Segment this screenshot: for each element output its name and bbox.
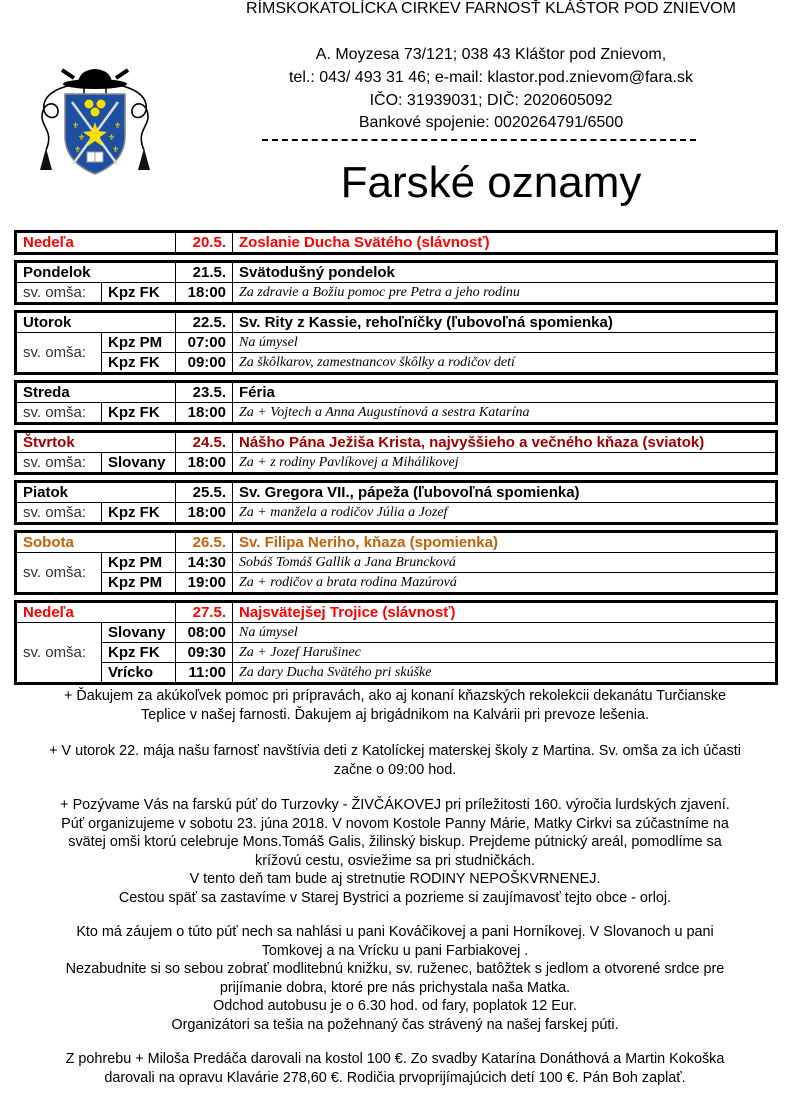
mass-time: 18:00	[176, 453, 233, 474]
day-date: 23.5.	[176, 382, 233, 403]
svg-text:⚜: ⚜	[72, 121, 80, 130]
mass-place: Kpz FK	[102, 353, 176, 374]
bank-account: Bankové spojenie: 0020264791/6500	[358, 114, 624, 131]
mass-time: 11:00	[176, 663, 233, 684]
svg-text:⚜: ⚜	[114, 121, 122, 130]
day-table	[14, 310, 778, 375]
mass-intention: Za + Vojtech a Anna Augustínová a sestra Katarína	[233, 403, 777, 424]
mass-time: 14:30	[176, 553, 233, 573]
note-line: + Pozývame Vás na farskú púť do Turzovky - ŽIVČÁKOVEJ pri príležitosti 160. výročia lurdských zjavení.	[60, 797, 730, 813]
day-date: 20.5.	[176, 232, 233, 254]
mass-place: Kpz PM	[102, 333, 176, 353]
note-line: svätej omši ktorú celebruje Mons.Tomáš Galis, žilinský biskup. Prejdeme pútnický areál, pomodlíme sa	[68, 834, 722, 850]
tax-ids: IČO: 31939031; DIČ: 2020605092	[369, 92, 613, 109]
mass-time: 18:00	[176, 503, 233, 524]
day-header-row	[16, 532, 777, 553]
mass-row	[16, 643, 777, 663]
note-line: + Ďakujem za akúkoľvek pomoc pri prípravách, ako aj konaní kňazských rekolekcii dekanátu Turčianske	[63, 688, 727, 704]
mass-intention: Za + Jozef Harušinec	[233, 643, 777, 663]
note-line: Cestou späť sa zastavíme v Starej Bystrici a pozrieme si zaujímavosť tejto obce - orloj.	[118, 889, 672, 906]
mass-time: 08:00	[176, 623, 233, 643]
mass-time: 09:00	[176, 353, 233, 374]
mass-place: Kpz FK	[102, 643, 176, 663]
note-line: začne o 09:00 hod.	[333, 761, 457, 778]
day-feast: Sv. Gregora VII., pápeža (ľubovoľná spomienka)	[233, 482, 777, 503]
day-feast: Nášho Pána Ježiša Krista, najvyššieho a večného kňaza (sviatok)	[233, 432, 777, 453]
day-date: 26.5.	[176, 532, 233, 553]
day-date: 27.5.	[176, 602, 233, 623]
note-line: Teplice v našej farnosti. Ďakujem aj brigádnikom na Kalvárii pri prevoze lešenia.	[141, 706, 649, 723]
mass-time: 09:30	[176, 643, 233, 663]
day-table	[14, 260, 778, 305]
day-table	[14, 380, 778, 425]
mass-place: Kpz PM	[102, 553, 176, 573]
day-table	[14, 600, 778, 685]
page-title: Farské oznamy	[340, 158, 642, 207]
mass-label: sv. omša:	[16, 623, 102, 684]
day-header-row	[16, 262, 777, 283]
day-date: 25.5.	[176, 482, 233, 503]
mass-row	[16, 553, 777, 573]
day-feast: Féria	[233, 382, 777, 403]
mass-intention: Na úmysel	[233, 623, 777, 643]
svg-text:⚜: ⚜	[108, 133, 116, 142]
note-line: Organizátori sa tešia na požehnaný čas strávený na našej farskej púti.	[171, 1016, 619, 1033]
note-pilgrimage	[20, 796, 770, 907]
mass-row	[16, 503, 777, 524]
mass-label: sv. omša:	[16, 403, 102, 424]
mass-intention: Za + manžela a rodičov Júlia a Jozef	[233, 503, 777, 524]
note-line: Nezabudnite si so sebou zobrať modlitebnú knižku, sv. ruženec, batôžtek s jedlom a otvorené srdce pre	[65, 961, 725, 977]
day-name: Nedeľa	[16, 232, 176, 254]
mass-label: sv. omša:	[16, 283, 102, 304]
day-header-row	[16, 432, 777, 453]
mass-place: Kpz PM	[102, 573, 176, 594]
day-feast: Sv. Filipa Neriho, kňaza (spomienka)	[233, 532, 777, 553]
note-line: Tomkovej a na Vrícku u pani Farbiakovej .	[261, 942, 529, 959]
svg-text:⚜: ⚜	[74, 145, 82, 154]
note-thanks	[20, 687, 770, 724]
organization-name: RÍMSKOKATOLÍCKA CIRKEV FARNOSŤ KLÁŠTOR POD ZNIEVOM	[246, 0, 736, 17]
note-line: Z pohrebu + Miloša Predáča darovali na kostol 100 €. Zo svadby Katarína Donáthová a Martin Kokoška	[65, 1051, 725, 1067]
day-table	[14, 430, 778, 475]
svg-text:⚜: ⚜	[112, 145, 120, 154]
day-table	[14, 230, 778, 255]
mass-row	[16, 623, 777, 643]
mass-label: sv. omša:	[16, 553, 102, 594]
mass-intention: Za + rodičov a brata rodina Mazúrová	[233, 573, 777, 594]
day-name: Nedeľa	[16, 602, 176, 623]
day-table	[14, 530, 778, 595]
day-table	[14, 480, 778, 525]
day-header-row	[16, 602, 777, 623]
day-name: Utorok	[16, 312, 176, 333]
day-header-row	[16, 382, 777, 403]
day-header-row	[16, 312, 777, 333]
day-name: Štvrtok	[16, 432, 176, 453]
day-feast: Najsvätejšej Trojice (slávnosť)	[233, 602, 777, 623]
mass-intention: Na úmysel	[233, 333, 777, 353]
mass-place: Slovany	[102, 623, 176, 643]
mass-row	[16, 353, 777, 374]
day-name: Pondelok	[16, 262, 176, 283]
day-header-row	[16, 482, 777, 503]
mass-place: Kpz FK	[102, 503, 176, 524]
mass-row	[16, 403, 777, 424]
mass-place: Kpz FK	[102, 283, 176, 304]
mass-intention: Sobáš Tomáš Gallik a Jana Bruncková	[233, 553, 777, 573]
contact-info: tel.: 043/ 493 31 46; e-mail: klastor.pod.znievom@fara.sk	[288, 69, 693, 86]
day-feast: Zoslanie Ducha Svätého (slávnosť)	[233, 232, 777, 254]
mass-intention: Za + z rodiny Pavlíkovej a Mihálikovej	[233, 453, 777, 474]
day-feast: Svätodušný pondelok	[233, 262, 777, 283]
note-pilgrimage-registration	[20, 923, 770, 1034]
dashed-divider	[262, 139, 696, 141]
mass-row	[16, 333, 777, 353]
day-name: Piatok	[16, 482, 176, 503]
day-date: 24.5.	[176, 432, 233, 453]
day-name: Sobota	[16, 532, 176, 553]
mass-intention: Za škôlkarov, zamestnancov škôlky a rodičov detí	[233, 353, 777, 374]
note-line: darovali na opravu Klavárie 278,60 €. Rodičia prvoprijímajúcich detí 100 €. Pán Boh zaplať.	[104, 1069, 686, 1086]
note-kindergarten-visit	[20, 742, 770, 779]
note-line: + V utorok 22. mája našu farnosť navštívia deti z Katolíckej materskej školy z Martina. Sv. omša za ich účasti	[49, 743, 741, 759]
note-line: krížovú cestu, osviežime sa pri studničkách.	[255, 852, 535, 869]
day-header-row	[16, 232, 777, 254]
mass-row	[16, 283, 777, 304]
address: A. Moyzesa 73/121; 038 43 Kláštor pod Znievom,	[315, 46, 667, 63]
day-date: 21.5.	[176, 262, 233, 283]
mass-time: 07:00	[176, 333, 233, 353]
parish-coat-of-arms-icon	[34, 62, 156, 178]
note-donations	[20, 1050, 770, 1087]
mass-label: sv. omša:	[16, 453, 102, 474]
note-line: V tento deň tam bude aj stretnutie RODINY NEPOŠKVRNENEJ.	[189, 871, 601, 887]
mass-time: 18:00	[176, 403, 233, 424]
mass-time: 19:00	[176, 573, 233, 594]
svg-text:⚜: ⚜	[78, 133, 86, 142]
note-line: Kto má záujem o túto púť nech sa nahlási u pani Kováčikovej a pani Horníkovej. V Slovanoch u pani	[76, 924, 714, 940]
mass-label: sv. omša:	[16, 333, 102, 374]
mass-place: Slovany	[102, 453, 176, 474]
mass-place: Vrícko	[102, 663, 176, 684]
note-line: Odchod autobusu je o 6.30 hod. od fary, poplatok 12 Eur.	[213, 998, 577, 1014]
mass-row	[16, 573, 777, 594]
mass-row	[16, 453, 777, 474]
note-line: Púť organizujeme v sobotu 23. júna 2018. V novom Kostole Panny Márie, Matky Cirkvi sa zúčastníme na	[61, 815, 729, 832]
mass-row	[16, 663, 777, 684]
mass-intention: Za zdravie a Božiu pomoc pre Petra a jeho rodinu	[233, 283, 777, 304]
mass-label: sv. omša:	[16, 503, 102, 524]
mass-intention: Za dary Ducha Svätého pri skúške	[233, 663, 777, 684]
day-feast: Sv. Rity z Kassie, rehoľníčky (ľubovoľná spomienka)	[233, 312, 777, 333]
mass-time: 18:00	[176, 283, 233, 304]
day-name: Streda	[16, 382, 176, 403]
note-line: prijímanie dobra, ktoré pre nás prichystala naša Matka.	[219, 979, 571, 996]
day-date: 22.5.	[176, 312, 233, 333]
mass-place: Kpz FK	[102, 403, 176, 424]
